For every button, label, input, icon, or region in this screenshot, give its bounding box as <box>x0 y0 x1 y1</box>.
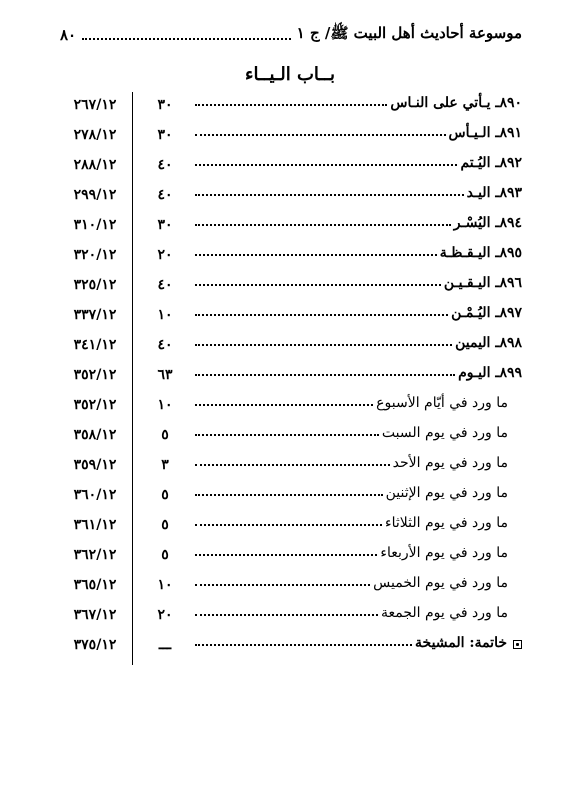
toc-entry <box>0 572 580 602</box>
volume-page-ref: ٢٩٩/١٢ <box>73 187 117 203</box>
toc-entry-title: ٨٩٩ـ اليـوم <box>458 365 522 381</box>
toc-entry <box>0 272 580 302</box>
toc-entry-title: ٨٩٨ـ اليمين <box>455 335 522 351</box>
toc-entry-title-wrap <box>192 305 522 321</box>
leader-dots <box>195 344 452 346</box>
toc-entry-title: ما ورد في يوم الأربعاء <box>380 545 508 561</box>
leader-dots <box>195 554 377 556</box>
toc-entry-title: ٨٩٠ـ يـأتي على النـاس <box>390 95 522 111</box>
volume-page-ref: ٣٥٩/١٢ <box>73 457 117 473</box>
hadith-count: ١٠ <box>157 307 173 323</box>
volume-page-ref: ٣٧٥/١٢ <box>73 637 117 653</box>
hadith-count: ٤٠ <box>157 157 173 173</box>
volume-page-ref: ٣٦١/١٢ <box>73 517 117 533</box>
toc-entry-title: ٨٩٧ـ اليُـمْـن <box>451 305 522 321</box>
toc-entry <box>0 632 580 662</box>
toc-entry <box>0 92 580 122</box>
volume-page-ref: ٣٥٢/١٢ <box>73 367 117 383</box>
volume-page-ref: ٣٢٠/١٢ <box>73 247 117 263</box>
toc-entry-title-wrap <box>192 125 522 141</box>
hadith-count: ٣٠ <box>157 127 173 143</box>
volume-page-ref: ٣٥٨/١٢ <box>73 427 117 443</box>
toc-entry <box>0 212 580 242</box>
hadith-count: ٥ <box>161 547 169 563</box>
hadith-count: ٣٠ <box>157 97 173 113</box>
leader-dots <box>195 494 383 496</box>
leader-dots <box>195 584 370 586</box>
leader-dots <box>195 134 446 136</box>
toc-entry <box>0 182 580 212</box>
hadith-count: ١٠ <box>157 577 173 593</box>
toc-entry <box>0 422 580 452</box>
toc-entry-title-wrap <box>192 395 508 411</box>
volume-page-ref: ٣٦٥/١٢ <box>73 577 117 593</box>
toc-entry <box>0 392 580 422</box>
leader-dots <box>195 374 455 376</box>
toc-entry <box>0 602 580 632</box>
volume-page-ref: ٣٢٥/١٢ <box>73 277 117 293</box>
toc-entry-title: ٨٩٥ـ اليـقـظـة <box>439 245 522 261</box>
hadith-count: ٤٠ <box>157 277 173 293</box>
leader-dots <box>195 524 382 526</box>
leader-dots <box>195 644 412 646</box>
square-bullet-icon <box>513 640 522 649</box>
toc-entry-title-wrap <box>192 95 522 111</box>
header-leader-dots <box>82 38 291 40</box>
toc-entry-title-wrap <box>192 455 508 471</box>
running-title: موسوعة أحاديث أهل البيت ﷺ/ ج ١ <box>296 24 522 42</box>
toc-entry-title-wrap <box>192 185 522 201</box>
toc-entry-title: ٨٩٦ـ اليـقـيـن <box>443 275 522 291</box>
volume-page-ref: ٣٤١/١٢ <box>73 337 117 353</box>
toc-entry <box>0 452 580 482</box>
toc-entry <box>0 302 580 332</box>
hadith-count: ٥ <box>161 517 169 533</box>
leader-dots <box>195 164 457 166</box>
toc-entry-title-wrap <box>192 365 522 381</box>
toc-entry <box>0 152 580 182</box>
hadith-count: ٢٠ <box>157 247 173 263</box>
toc-entry-title: ما ورد في يوم الخميس <box>373 575 508 591</box>
leader-dots <box>195 254 437 256</box>
section-title: بــاب الـيــاء <box>245 64 335 85</box>
hadith-count: ٣٠ <box>157 217 173 233</box>
leader-dots <box>195 614 378 616</box>
toc-entry <box>0 332 580 362</box>
toc-entry-title: ما ورد في أيّام الأسبوع <box>376 395 508 411</box>
hadith-count: ٢٠ <box>157 607 173 623</box>
volume-page-ref: ٣٣٧/١٢ <box>73 307 117 323</box>
toc-entry <box>0 242 580 272</box>
hadith-count: ١٠ <box>157 397 173 413</box>
hadith-count: ٣ <box>161 457 169 473</box>
toc-entry <box>0 122 580 152</box>
toc-entry-title: ٨٩١ـ الـيـأس <box>448 125 522 141</box>
toc-list <box>0 92 580 662</box>
leader-dots <box>195 434 379 436</box>
hadith-count: ٤٠ <box>157 337 173 353</box>
toc-entry-title: ما ورد في يوم الجمعة <box>380 605 508 621</box>
toc-entry-title: ما ورد في يوم السبت <box>381 425 508 441</box>
volume-page-ref: ٢٧٨/١٢ <box>73 127 117 143</box>
toc-entry <box>0 512 580 542</box>
volume-page-ref: ٣١٠/١٢ <box>73 217 117 233</box>
toc-entry <box>0 542 580 572</box>
hadith-count: ٤٠ <box>157 187 173 203</box>
toc-entry-title-wrap <box>192 545 508 561</box>
leader-dots <box>195 224 451 226</box>
toc-entry-title-wrap <box>192 335 522 351</box>
volume-page-ref: ٣٦٧/١٢ <box>73 607 117 623</box>
toc-entry-title: ٨٩٤ـ اليُسْـر <box>453 215 522 231</box>
volume-page-ref: ٣٦٢/١٢ <box>73 547 117 563</box>
toc-entry-title: ما ورد في يوم الإثنين <box>385 485 508 501</box>
leader-dots <box>195 284 441 286</box>
toc-entry-title-wrap <box>192 275 522 291</box>
toc-entry-title-wrap <box>192 575 508 591</box>
toc-entry-title-wrap <box>192 485 508 501</box>
toc-entry-title-wrap <box>192 245 522 261</box>
toc-entry-title: ٨٩٣ـ اليـد <box>466 185 522 201</box>
leader-dots <box>195 194 464 196</box>
toc-entry-title-wrap <box>192 215 522 231</box>
toc-entry-title: ٨٩٢ـ اليُـتم <box>460 155 522 171</box>
hadith-count: ٥ <box>161 487 169 503</box>
hadith-count: ٦٣ <box>157 367 173 383</box>
toc-entry-title-wrap <box>192 515 508 531</box>
leader-dots <box>195 404 373 406</box>
toc-entry-title-wrap <box>192 635 522 651</box>
hadith-count: ـــ <box>158 637 172 653</box>
volume-page-ref: ٣٦٠/١٢ <box>73 487 117 503</box>
toc-entry <box>0 362 580 392</box>
toc-entry-title-wrap <box>192 155 522 171</box>
toc-entry-title: ما ورد في يوم الثلاثاء <box>385 515 508 531</box>
volume-page-ref: ٢٦٧/١٢ <box>73 97 117 113</box>
toc-entry-title: ما ورد في يوم الأحد <box>392 455 508 471</box>
leader-dots <box>195 314 448 316</box>
leader-dots <box>195 464 390 466</box>
page-number: ٨٠ <box>60 26 77 44</box>
toc-entry <box>0 482 580 512</box>
volume-page-ref: ٢٨٨/١٢ <box>73 157 117 173</box>
toc-entry-title: خاتمة: المشيخة <box>415 635 507 651</box>
running-header <box>60 24 522 46</box>
leader-dots <box>195 104 387 106</box>
volume-page-ref: ٣٥٢/١٢ <box>73 397 117 413</box>
toc-entry-title-wrap <box>192 605 508 621</box>
hadith-count: ٥ <box>161 427 169 443</box>
toc-entry-title-wrap <box>192 425 508 441</box>
